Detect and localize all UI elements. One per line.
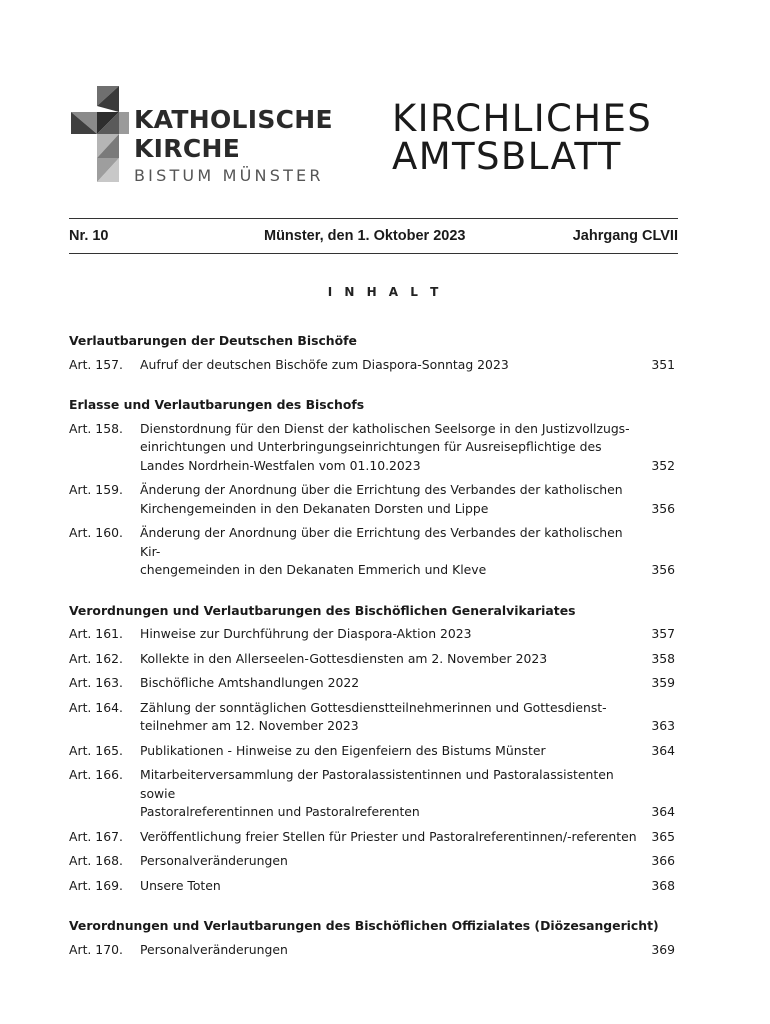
toc-entry: [69, 625, 675, 644]
logo-line-1: KATHOLISCHE: [134, 105, 333, 134]
article-title: Publikationen - Hinweise zu den Eigenfeiern des Bistums Münster: [140, 742, 546, 758]
section-title: Verordnungen und Verlautbarungen des Bischöflichen Offizialates (Diözesangericht): [69, 918, 659, 933]
toc-entry: [69, 877, 675, 896]
toc-entry: [69, 742, 675, 761]
article-title: Personalveränderungen: [140, 941, 288, 957]
toc-entry: [69, 420, 675, 476]
toc-entry: [69, 828, 675, 847]
publication-title-line-1: KIRCHLICHES: [392, 97, 653, 140]
page-number: 365: [651, 828, 675, 844]
article-title: Zählung der sonntäglichen Gottesdienstteilnehmerinnen und Gottesdienst- teilnehmer am 12. November 2023: [140, 699, 607, 733]
page-number: 366: [651, 853, 675, 868]
article-title: Mitarbeiterversammlung der Pastoralassistentinnen und Pastoralassistenten sowie Pastoralreferentinnen und Pastoralreferenten: [140, 767, 614, 819]
toc-entry: [69, 674, 675, 693]
article-title: Hinweise zur Durchführung der Diaspora-Aktion 2023: [140, 626, 472, 641]
article-number: Art. 164.: [69, 699, 123, 715]
article-number: Art. 166.: [69, 767, 123, 782]
article-title: Bischöfliche Amtshandlungen 2022: [140, 675, 360, 690]
publication-title-line-2: AMTSBLATT: [392, 135, 622, 178]
article-number: Art. 170.: [69, 941, 123, 957]
article-title: Änderung der Anordnung über die Errichtung des Verbandes der katholischen Kir- chengemeinden in den Dekanaten Emmerich und Kleve: [140, 525, 623, 577]
article-number: Art. 158.: [69, 420, 123, 436]
logo-line-2: KIRCHE: [134, 134, 241, 163]
toc-section: [69, 396, 675, 580]
contents-heading: I N H A L T: [327, 285, 443, 299]
article-number: Art. 162.: [69, 650, 123, 666]
page-number: 351: [651, 356, 675, 372]
page-number: 369: [651, 941, 675, 957]
toc-entry: [69, 356, 675, 375]
header-top-rule: [69, 218, 678, 219]
diocese-logo: [134, 105, 333, 185]
article-title: Dienstordnung für den Dienst der katholischen Seelsorge in den Justizvollzugs- einrichtungen und Unterbringungseinrichtungen für Ausreisepflichtige des Landes Nordrhein-Westfalen vom 01.10.2023: [140, 420, 630, 473]
article-number: Art. 159.: [69, 482, 123, 497]
article-title: Unsere Toten: [140, 877, 221, 893]
toc-entry: [69, 852, 675, 871]
article-title: Aufruf der deutschen Bischöfe zum Diaspora-Sonntag 2023: [140, 356, 509, 372]
section-title: Verlautbarungen der Deutschen Bischöfe: [69, 333, 357, 348]
table-of-contents: [69, 332, 675, 965]
section-title: Verordnungen und Verlautbarungen des Bischöflichen Generalvikariates: [69, 602, 576, 618]
article-number: Art. 169.: [69, 877, 123, 893]
toc-section: [69, 917, 675, 959]
page-number: 357: [651, 626, 675, 641]
toc-entry: [69, 524, 675, 580]
page-number: 352: [651, 457, 675, 473]
toc-entry: [69, 481, 675, 518]
toc-entry: [69, 699, 675, 736]
article-number: Art. 165.: [69, 742, 123, 758]
toc-entry: [69, 941, 675, 960]
issue-volume: Jahrgang CLVII: [572, 228, 678, 244]
toc-section: [69, 332, 675, 374]
page-number: 364: [651, 804, 675, 819]
issue-date: Münster, den 1. Oktober 2023: [264, 228, 466, 244]
article-title: Kollekte in den Allerseelen-Gottesdiensten am 2. November 2023: [140, 650, 548, 666]
logo-line-3: BISTUM MÜNSTER: [134, 166, 324, 185]
toc-entry: [69, 766, 675, 822]
page-number: 363: [651, 718, 675, 733]
article-title: Änderung der Anordnung über die Errichtung des Verbandes der katholischen Kirchengemeinden in den Dekanaten Dorsten und Lippe: [140, 482, 623, 516]
toc-entry: [69, 650, 675, 669]
article-number: Art. 157.: [69, 356, 123, 372]
article-number: Art. 160.: [69, 525, 123, 540]
page-number: 356: [651, 500, 675, 516]
toc-section: [69, 602, 675, 896]
article-number: Art. 163.: [69, 675, 123, 690]
article-title: Personalveränderungen: [140, 853, 288, 868]
article-number: Art. 161.: [69, 626, 123, 641]
page-number: 358: [651, 650, 675, 666]
cross-mosaic-icon: [71, 86, 129, 182]
page-number: 368: [651, 877, 675, 893]
article-number: Art. 167.: [69, 828, 123, 844]
publication-title: [392, 97, 653, 178]
section-title: Erlasse und Verlautbarungen des Bischofs: [69, 397, 365, 412]
page-number: 364: [651, 742, 675, 758]
page-number: 356: [651, 562, 675, 577]
header-bottom-rule: [69, 253, 678, 254]
issue-number: Nr. 10: [69, 228, 109, 244]
article-number: Art. 168.: [69, 853, 123, 868]
article-title: Veröffentlichung freier Stellen für Priester und Pastoralreferentinnen/-referenten: [140, 828, 637, 844]
page-number: 359: [651, 675, 675, 690]
